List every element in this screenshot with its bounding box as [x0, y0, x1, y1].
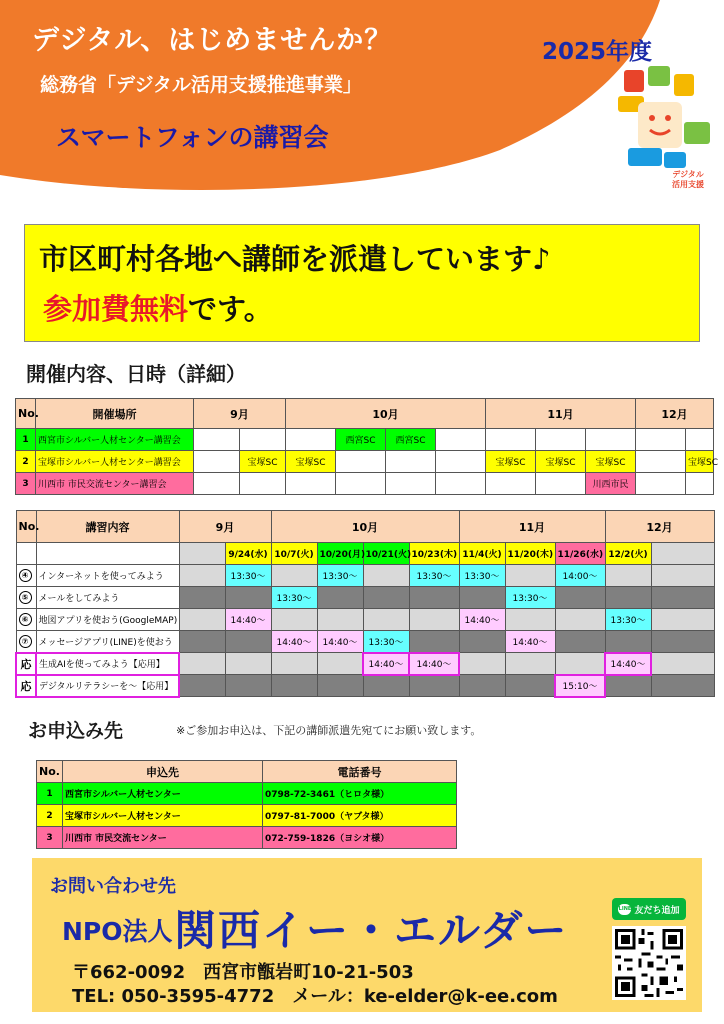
time-cell: 13:30～: [271, 587, 317, 609]
cell: [409, 631, 459, 653]
col-sep: 9月: [179, 511, 271, 543]
course-table: [15, 510, 715, 698]
cell: [363, 675, 409, 697]
time-cell: 14:40～: [363, 653, 409, 675]
cell: [271, 653, 317, 675]
apply-tel[interactable]: 0798-72-3461（ヒロタ様）: [263, 783, 457, 805]
apply-row: [37, 827, 457, 849]
course-name: 地図アプリを使おう(GoogleMAP): [36, 609, 179, 631]
cell: [636, 429, 686, 451]
header-subtitle: 総務省「デジタル活用支援推進事業」: [40, 74, 362, 96]
cell: [636, 473, 686, 495]
time-cell: 14:40～: [505, 631, 555, 653]
free-participation-banner: [24, 224, 700, 342]
col-no: No.: [16, 511, 36, 543]
apply-row: [37, 805, 457, 827]
cell: [317, 609, 363, 631]
cell: [225, 675, 271, 697]
cell: [363, 587, 409, 609]
circle-number: ⑦: [19, 635, 32, 648]
contact-address: 〒662-0092 西宮市甑岩町10-21-503: [72, 962, 414, 983]
cell-kawanishi: 川西市民: [586, 473, 636, 495]
contact-box: [32, 858, 702, 1012]
section-title-schedule: 開催内容、日時（詳細）: [26, 362, 246, 386]
date-cell: 10/21(火): [363, 543, 409, 565]
course-name: デジタルリテラシーを～【応用】: [36, 675, 179, 697]
apply-row: [37, 783, 457, 805]
cell: [317, 653, 363, 675]
cell: [436, 451, 486, 473]
cell: [271, 565, 317, 587]
cell: [651, 653, 714, 675]
banner-line2-rest: です。: [188, 292, 273, 326]
cell: [605, 675, 651, 697]
cell: [651, 587, 714, 609]
date-cell: 10/23(木): [409, 543, 459, 565]
col-nov: 11月: [486, 399, 636, 429]
circle-number: ⑤: [19, 591, 32, 604]
cell: [286, 429, 336, 451]
row-no: [16, 609, 36, 631]
time-cell: 14:40～: [271, 631, 317, 653]
cell: [459, 653, 505, 675]
time-cell: 15:10～: [555, 675, 605, 697]
cell: [179, 587, 225, 609]
apply-tel[interactable]: 072-759-1826（ヨシオ様）: [263, 827, 457, 849]
time-cell: 13:30～: [605, 609, 651, 631]
apply-note: ※ご参加お申込は、下記の講師派遣先宛てにお願い致します。: [176, 724, 482, 737]
cell: [486, 429, 536, 451]
banner-free-text: 参加費無料: [43, 292, 189, 326]
apply-title: お申込み先: [28, 720, 124, 742]
cell: [386, 473, 436, 495]
apply-tel[interactable]: 0797-81-7000（ヤブタ様）: [263, 805, 457, 827]
header-main-title: スマートフォンの講習会: [56, 123, 329, 152]
col-sep: 9月: [194, 399, 286, 429]
row-no: [16, 565, 36, 587]
cell: [317, 675, 363, 697]
contact-org-name: 関西イー・エルダー: [174, 906, 569, 955]
cell: [179, 631, 225, 653]
banner-line1: 市区町村各地へ講師を派遣しています♪: [39, 242, 551, 276]
col-oct: 10月: [286, 399, 486, 429]
col-no: No.: [16, 399, 36, 429]
row-no: 応: [16, 653, 36, 675]
row-no: 2: [37, 805, 63, 827]
row-no: 1: [37, 783, 63, 805]
venue-table: [15, 398, 718, 495]
cell: [179, 609, 225, 631]
cell: [436, 429, 486, 451]
time-cell: 14:40～: [317, 631, 363, 653]
cell: [636, 451, 686, 473]
line-icon: LINE: [618, 904, 631, 915]
cell: [363, 565, 409, 587]
cell: [605, 587, 651, 609]
cell: [651, 609, 714, 631]
cell: [363, 609, 409, 631]
col-apply-to: 申込先: [63, 761, 263, 783]
cell: [317, 587, 363, 609]
course-row: [16, 609, 714, 631]
line-button-label: 友だち追加: [634, 905, 680, 916]
cell-takarazuka: 宝塚SC: [686, 451, 714, 473]
course-header-row: [16, 511, 714, 543]
cell: [336, 451, 386, 473]
venue-name: 川西市 市民交流センター講習会: [36, 473, 194, 495]
time-cell: 13:30～: [505, 587, 555, 609]
row-no: 3: [37, 827, 63, 849]
cell: [225, 587, 271, 609]
venue-name: 西宮市シルバー人材センター講習会: [36, 429, 194, 451]
cell: [555, 653, 605, 675]
cell: [505, 653, 555, 675]
logo-caption: デジタル 活用支援: [672, 170, 704, 189]
time-cell: 13:30～: [459, 565, 505, 587]
cell: [271, 675, 317, 697]
date-cell: 11/26(水): [555, 543, 605, 565]
date-cell: 10/20(月): [317, 543, 363, 565]
col-oct: 10月: [271, 511, 459, 543]
venue-header-row: [16, 399, 714, 429]
cell: [240, 429, 286, 451]
cell: [179, 653, 225, 675]
circle-number: ⑥: [19, 613, 32, 626]
cell-takarazuka: 宝塚SC: [586, 451, 636, 473]
venue-row: [16, 473, 714, 495]
cell: [409, 609, 459, 631]
cell: [651, 543, 714, 565]
cell: [409, 675, 459, 697]
time-cell: 14:40～: [409, 653, 459, 675]
col-tel: 電話番号: [263, 761, 457, 783]
col-nov: 11月: [459, 511, 605, 543]
cell: [179, 565, 225, 587]
date-cell: 9/24(水): [225, 543, 271, 565]
apply-name: 西宮市シルバー人材センター: [63, 783, 263, 805]
apply-table: [36, 760, 457, 849]
cell: [271, 609, 317, 631]
row-no: 2: [16, 451, 36, 473]
date-row: [16, 543, 714, 565]
course-name: 生成AIを使ってみよう【応用】: [36, 653, 179, 675]
time-cell: 13:30～: [363, 631, 409, 653]
col-course: 講習内容: [36, 511, 179, 543]
time-cell: 13:30～: [409, 565, 459, 587]
cell: [436, 473, 486, 495]
course-row: [16, 675, 714, 697]
venue-name: 宝塚市シルバー人材センター講習会: [36, 451, 194, 473]
header-year: 2025年度: [542, 39, 653, 65]
cell: [194, 473, 240, 495]
cell: [555, 631, 605, 653]
apply-name: 川西市 市民交流センター: [63, 827, 263, 849]
row-no: [16, 587, 36, 609]
time-cell: 14:40～: [605, 653, 651, 675]
cell-nishinomiya: 西宮SC: [336, 429, 386, 451]
cell: [536, 429, 586, 451]
cell: [179, 675, 225, 697]
cell: [505, 675, 555, 697]
cell-takarazuka: 宝塚SC: [286, 451, 336, 473]
course-row: [16, 587, 714, 609]
col-venue: 開催場所: [36, 399, 194, 429]
cell: [555, 587, 605, 609]
apply-name: 宝塚市シルバー人材センター: [63, 805, 263, 827]
cell: [225, 653, 271, 675]
apply-header-row: [37, 761, 457, 783]
cell: [240, 473, 286, 495]
contact-title: お問い合わせ先: [50, 876, 176, 897]
cell: [36, 543, 179, 565]
qr-code-icon[interactable]: [612, 926, 686, 1000]
cell: [686, 473, 714, 495]
venue-row: [16, 451, 714, 473]
date-cell: 11/4(火): [459, 543, 505, 565]
cell-nishinomiya: 西宮SC: [386, 429, 436, 451]
cell: [555, 609, 605, 631]
course-name: インターネットを使ってみよう: [36, 565, 179, 587]
cell-takarazuka: 宝塚SC: [240, 451, 286, 473]
cell: [686, 429, 714, 451]
cell: [536, 473, 586, 495]
cell: [605, 631, 651, 653]
cell: [605, 565, 651, 587]
cell-takarazuka: 宝塚SC: [486, 451, 536, 473]
venue-row: [16, 429, 714, 451]
header-title: デジタル、はじめませんか？: [32, 25, 393, 56]
cell: [505, 565, 555, 587]
cell: [194, 429, 240, 451]
col-no: No.: [37, 761, 63, 783]
time-cell: 13:30～: [317, 565, 363, 587]
date-cell: 11/20(木): [505, 543, 555, 565]
cell: [651, 565, 714, 587]
cell: [16, 543, 36, 565]
cell: [194, 451, 240, 473]
cell: [651, 631, 714, 653]
contact-npo-label: NPO法人: [62, 917, 173, 946]
cell: [286, 473, 336, 495]
cell: [409, 587, 459, 609]
course-name: メッセージアプリ(LINE)を使おう: [36, 631, 179, 653]
row-no: 3: [16, 473, 36, 495]
cell: [179, 543, 225, 565]
row-no: 1: [16, 429, 36, 451]
date-cell: 12/2(火): [605, 543, 651, 565]
line-add-friend-button[interactable]: [612, 898, 686, 920]
cell: [459, 675, 505, 697]
time-cell: 13:30～: [225, 565, 271, 587]
cell-takarazuka: 宝塚SC: [536, 451, 586, 473]
date-cell: 10/7(火): [271, 543, 317, 565]
cell: [225, 631, 271, 653]
cell: [459, 587, 505, 609]
time-cell: 14:40～: [225, 609, 271, 631]
course-row: [16, 631, 714, 653]
time-cell: 14:00～: [555, 565, 605, 587]
cell: [336, 473, 386, 495]
cell: [486, 473, 536, 495]
circle-number: ④: [19, 569, 32, 582]
cell: [459, 631, 505, 653]
col-dec: 12月: [636, 399, 714, 429]
banner-line2: [43, 287, 273, 328]
cell: [386, 451, 436, 473]
cell: [586, 429, 636, 451]
cell: [505, 609, 555, 631]
course-name: メールをしてみよう: [36, 587, 179, 609]
contact-tel-mail[interactable]: TEL: 050-3595-4772 メール：ke-elder@k-ee.com: [72, 986, 558, 1007]
course-row: [16, 653, 714, 675]
course-row: [16, 565, 714, 587]
row-no: [16, 631, 36, 653]
time-cell: 14:40～: [459, 609, 505, 631]
row-no: 応: [16, 675, 36, 697]
cell: [651, 675, 714, 697]
col-dec: 12月: [605, 511, 714, 543]
